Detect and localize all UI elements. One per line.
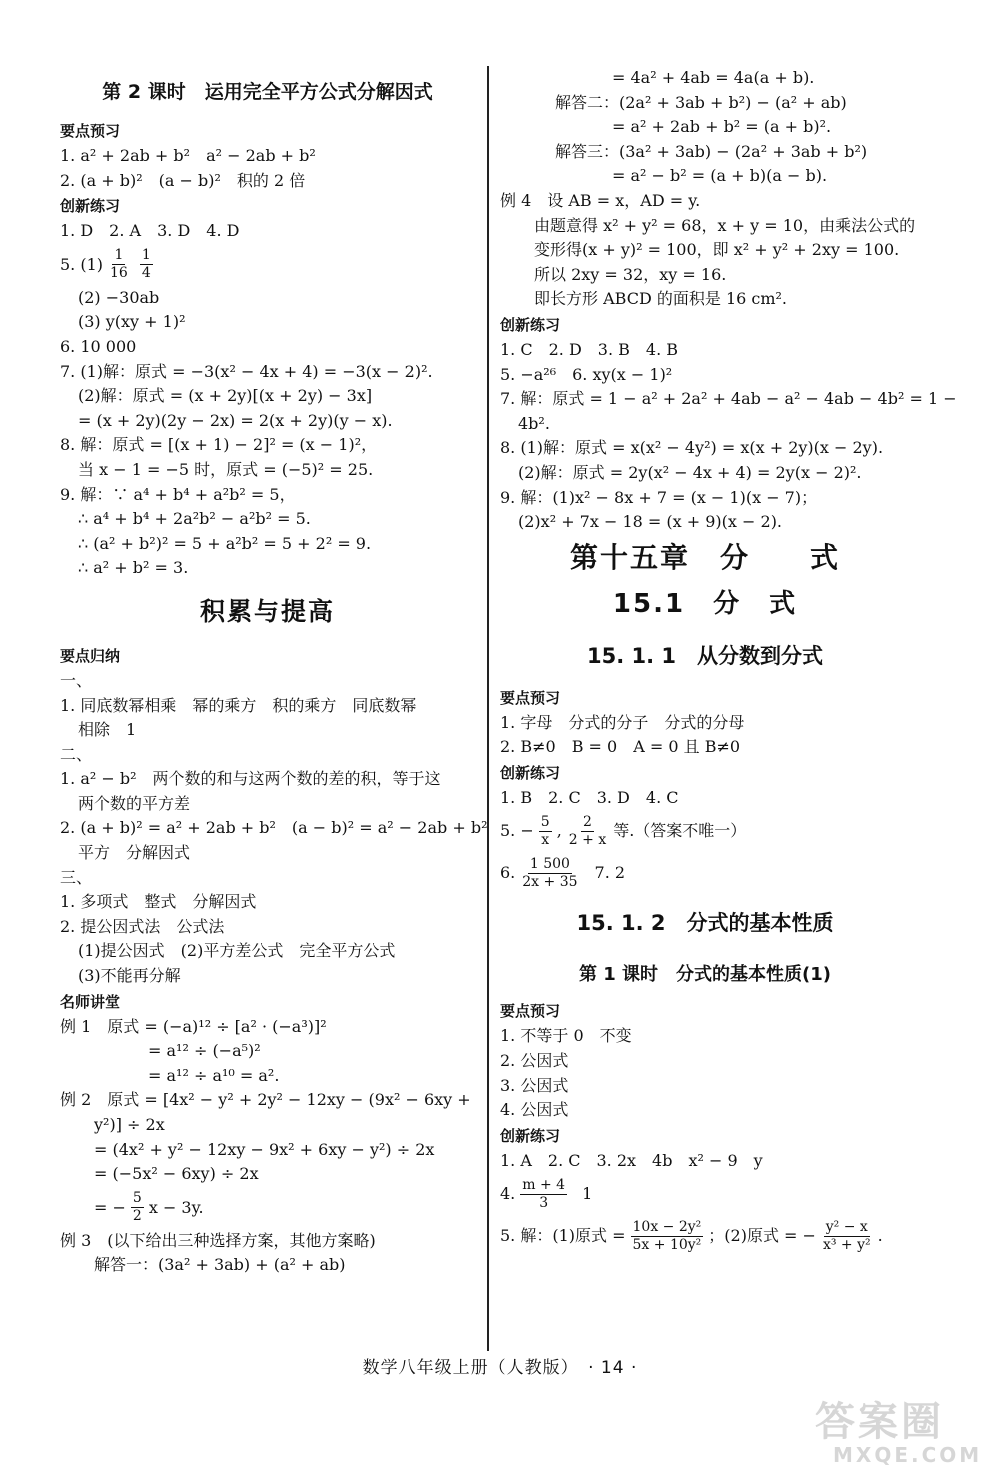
answer-line: 1. 字母 分式的分子 分式的分母 [500,712,745,732]
answer-line: 解答一：(3a² + 3ab) + (a² + ab) [94,1255,346,1275]
answer-line: 8. (1)解：原式 = x(x² − 4y²) = x(x + 2y)(x − 2y). [500,438,884,458]
numerator: 5 [540,813,550,830]
answer-line: = a² − b² = (a + b)(a − b). [612,166,828,186]
answer-line: (3) y(xy + 1)² [78,312,186,332]
answer-line: 由题意得 x² + y² = 68，x + y = 10，由乘法公式的 [534,215,916,235]
section-preview: 要点预习 [500,1002,561,1021]
answer-line: 2. (a + b)² (a − b)² 积的 2 倍 [60,170,306,190]
denominator: x³ + y² [822,1236,871,1253]
numerator: 1 [141,247,151,264]
column-divider [487,66,489,1351]
answer-line: 解答三：(3a² + 3ab) − (2a² + 3ab + b²) [555,141,868,161]
answer-text: 等.（答案不唯一） [613,821,747,841]
answer-line: 1. 不等于 0 不变 [500,1026,632,1046]
fraction [140,247,153,282]
answer-line: 4b². [518,413,550,433]
answer-line: 三、 [60,867,93,887]
answer-line: 3. 公因式 [500,1075,569,1095]
answer-line: 相除 1 [78,720,137,740]
answer-line: 两个数的平方差 [78,793,191,813]
watermark-logo [815,1400,985,1470]
answer-text: 6. [500,863,516,883]
subsection-title: 15. 1. 1 从分数到分式 [586,643,824,668]
section-teacher: 名师讲堂 [60,992,121,1011]
answer-line: = (4x² + y² − 12xy − 9x² + 6xy − y²) ÷ 2x [94,1139,435,1159]
answer-line: 例 1 原式 = (−a)¹² ÷ [a² · (−a³)]² [60,1016,327,1036]
answer-line: 7. (1)解：原式 = −3(x² − 4x + 4) = −3(x − 2)². [60,361,433,381]
answer-line: 例 3 (以下给出三种选择方案，其他方案略) [60,1230,376,1250]
answer-line-fraction [500,1215,910,1257]
answer-line: 1. D 2. A 3. D 4. D [60,221,240,241]
numerator: m + 4 [522,1176,566,1193]
fraction [631,1219,704,1254]
answer-line: 一、 [60,670,93,690]
answer-line: (1)提公因式 (2)平方差公式 完全平方公式 [78,941,396,961]
section-practice: 创新练习 [500,1126,561,1145]
answer-text: . [877,1226,883,1246]
section-practice: 创新练习 [500,763,561,782]
answer-line-fraction [60,1187,475,1229]
answer-line: ∴ (a² + b²)² = 5 + a²b² = 5 + 2² = 9. [78,533,372,553]
numerator: 1 500 [529,855,570,872]
answer-text: x − 3y. [148,1197,204,1217]
answer-line: 例 4 设 AB = x，AD = y. [500,190,701,210]
denominator: 2 + x [568,831,607,848]
fraction [108,247,130,282]
answer-line: 当 x − 1 = −5 时，原式 = (−5)² = 25. [78,459,374,479]
section-summary: 要点归纳 [60,646,121,665]
answer-line: 1. B 2. C 3. D 4. C [500,787,679,807]
denominator: x [541,831,550,848]
answer-line-fraction [500,810,910,852]
answer-line: (3)不能再分解 [78,966,181,986]
answer-line: (2) −30ab [78,287,160,307]
answer-line: 2. 公因式 [500,1051,569,1071]
answer-line: (2)x² + 7x − 18 = (x + 9)(x − 2). [518,512,783,532]
answer-text: 5. − [500,821,534,841]
answer-line: = a¹² ÷ a¹⁰ = a². [148,1065,280,1085]
answer-line: y²)] ÷ 2x [94,1115,165,1134]
page-footer: 数学八年级上册（人教版） · 14 · [362,1358,638,1378]
denominator: 3 [539,1194,549,1211]
numerator: 10x − 2y² [632,1218,702,1235]
answer-line: 1. A 2. C 3. 2x 4b x² − 9 y [500,1150,763,1170]
answer-line: 1. a² + 2ab + b² a² − 2ab + b² [60,146,316,165]
answer-line: ∴ a⁴ + b⁴ + 2a²b² − a²b² = 5. [78,509,311,529]
answer-line: = a² + 2ab + b² = (a + b)². [612,117,832,137]
answer-text: 5. (1) [60,254,104,274]
answer-line: (2)解：原式 = (x + 2y)[(x + 2y) − 3x] [78,386,373,406]
answer-line: 9. 解：(1)x² − 8x + 7 = (x − 1)(x − 7)； [500,487,818,507]
answer-line: = (x + 2y)(2y − 2x) = 2(x + 2y)(y − x). [78,410,393,430]
answer-line: = a¹² ÷ (−a⁵)² [148,1041,261,1061]
answer-line-fraction [500,1173,910,1215]
answer-line: 平方 分解因式 [78,843,191,863]
answer-line: 5. −a²⁶ 6. xy(x − 1)² [500,364,673,384]
answer-line: 1. a² − b² 两个数的和与这两个数的差的积，等于这 [60,769,441,789]
left-column [60,66,488,1278]
answer-line: 1. 多项式 整式 分解因式 [60,892,257,912]
numerator: 1 [114,247,124,264]
answer-line: 6. 10 000 [60,336,137,356]
chapter-title: 第十五章 分 式 [569,540,840,574]
fraction [520,1177,567,1212]
right-column [500,66,957,1257]
fraction [520,856,579,891]
denominator: 2 [132,1208,142,1225]
fraction [567,814,608,849]
answer-line: 7. 解：原式 = 1 − a² + 2a² + 4ab − a² − 4ab − 4b² = 1 − [500,389,957,409]
numerator: y² − x [825,1218,868,1235]
answer-line: 2. B≠0 B = 0 A = 0 且 B≠0 [500,737,741,757]
fraction [821,1219,873,1254]
answer-text: 4. [500,1184,516,1204]
numerator: 5 [132,1190,142,1207]
section-big-title: 积累与提高 [199,596,335,626]
section-practice: 创新练习 [500,315,561,334]
answer-line: (2)解：原式 = 2y(x² − 4x + 4) = 2y(x − 2)². [518,462,862,482]
answer-line: 4. 公因式 [500,1100,569,1120]
answer-line: = (−5x² − 6xy) ÷ 2x [94,1164,259,1184]
denominator: 5x + 10y² [632,1236,702,1253]
denominator: 4 [141,265,151,282]
subsection-title: 15. 1. 2 分式的基本性质 [576,911,834,936]
answer-line: 二、 [60,744,93,764]
watermark-url: MXQE.COM [833,1443,983,1467]
numerator: 2 [583,813,592,830]
answer-line: 8. 解：原式 = [(x + 1) − 2]² = (x − 1)²， [60,435,378,455]
answer-line: 所以 2xy = 32，xy = 16. [534,264,727,284]
answer-line: 解答二：(2a² + 3ab + b²) − (a² + ab) [555,92,847,112]
lesson-title: 第 2 课时 运用完全平方公式分解因式 [102,81,433,103]
answer-line: 即长方形 ABCD 的面积是 16 cm². [534,289,788,309]
section-practice: 创新练习 [60,197,121,216]
answer-line: 2. (a + b)² = a² + 2ab + b² (a − b)² = a² − 2ab + b² [60,818,488,838]
fraction [131,1190,144,1225]
answer-line: 1. 同底数幂相乘 幂的乘方 积的乘方 同底数幂 [60,695,417,715]
answer-line: 变形得(x + y)² = 100，即 x² + y² + 2xy = 100. [534,240,900,260]
section-title: 15.1 分 式 [612,588,798,619]
section-preview: 要点预习 [60,122,121,140]
answer-text: ；(2)原式 = − [708,1226,816,1246]
section-preview: 要点预习 [500,688,561,707]
answer-line-fraction [60,244,475,286]
denominator: 16 [110,265,128,282]
watermark-text: 答案圈 [815,1399,944,1445]
answer-text: 1 [582,1184,593,1204]
answer-line: ∴ a² + b² = 3. [78,558,189,578]
lesson-title: 第 1 课时 分式的基本性质(1) [578,964,832,986]
answer-text: 7. 2 [594,863,626,883]
answer-text: = − [94,1197,126,1217]
denominator: 2x + 35 [522,873,578,890]
answer-line: 例 2 原式 = [4x² − y² + 2y² − 12xy − (9x² − 6xy + [60,1090,471,1110]
answer-line: 9. 解：∵ a⁴ + b⁴ + a²b² = 5， [60,484,296,504]
answer-line: = 4a² + 4ab = 4a(a + b). [612,68,815,87]
answer-line: 2. 提公因式法 公式法 [60,916,225,936]
answer-line-fraction [500,852,910,894]
fraction [539,814,552,849]
answer-text: , [556,821,562,841]
answer-text: 5. 解：(1)原式 = [500,1226,626,1246]
answer-line: 1. C 2. D 3. B 4. B [500,339,678,359]
